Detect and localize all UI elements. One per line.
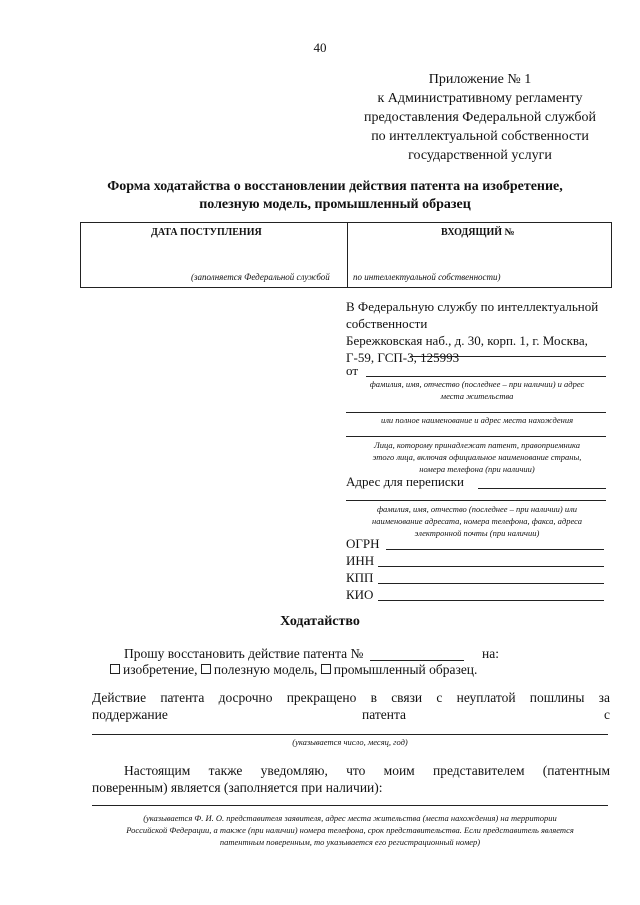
inn-field[interactable]	[378, 566, 604, 567]
recipient-line: Г-59, ГСП-3, 125993	[346, 350, 460, 365]
form-title-line: полезную модель, промышленный образец	[199, 197, 471, 212]
terminated-line-2c: с	[604, 707, 610, 722]
from-field[interactable]	[366, 376, 606, 377]
from-label: от	[346, 363, 359, 378]
inn-label: ИНН	[346, 553, 375, 568]
caption-line: Лица, которому принадлежат патент, правоприемника	[374, 440, 580, 450]
representative-field[interactable]	[92, 805, 608, 806]
appendix-line: предоставления Федеральной службой	[364, 110, 596, 125]
caption-org: или полное наименование и адрес места нахождения	[380, 415, 574, 425]
correspondence-field-2[interactable]	[346, 500, 606, 501]
date-received-header: ДАТА ПОСТУПЛЕНИЯ	[151, 227, 262, 238]
termination-date-field[interactable]	[92, 734, 608, 735]
industrial-design-checkbox[interactable]	[321, 664, 331, 674]
appendix-line: государственной услуги	[408, 148, 552, 163]
notify-line-2: поверенным) является (заполняется при наличии):	[92, 780, 383, 795]
caption-line: этого лица, включая официальное наименование страны,	[372, 452, 582, 462]
recipient-underline	[410, 356, 606, 357]
caption-correspondence	[346, 503, 608, 539]
incoming-number-header: ВХОДЯЩИЙ №	[441, 227, 515, 238]
kio-field[interactable]	[378, 600, 604, 601]
kio-label: КИО	[346, 587, 374, 602]
utility-model-label: полезную модель,	[213, 662, 318, 677]
caption-name	[346, 378, 608, 402]
form-title-line: Форма ходатайства о восстановлении действия патента на изобретение,	[107, 179, 563, 194]
recipient-line: собственности	[346, 316, 428, 331]
patent-number-field[interactable]	[370, 660, 464, 661]
org-field[interactable]	[346, 436, 606, 437]
petition-title: Ходатайство	[280, 614, 360, 629]
restore-request-label: Прошу восстановить действие патента №	[124, 646, 364, 661]
industrial-design-label: промышленный образец.	[333, 662, 478, 677]
terminated-line-2a: поддержание	[92, 707, 168, 722]
invention-label: изобретение,	[123, 662, 198, 677]
caption-owner	[346, 439, 608, 475]
receipt-box	[80, 222, 612, 288]
terminated-line-1: Действие патента досрочно прекращено в связи с неуплатой пошлины за	[92, 690, 610, 705]
page-number: 40	[313, 40, 327, 55]
name-field[interactable]	[346, 412, 606, 413]
utility-model-checkbox[interactable]	[201, 664, 211, 674]
caption-line: номера телефона (при наличии)	[419, 464, 535, 474]
caption-representative	[92, 812, 608, 848]
caption-line: Российской Федерации, а также (при наличии) номера телефона, срок представительства. Если представитель является	[126, 825, 574, 835]
correspondence-field[interactable]	[478, 488, 606, 489]
appendix-header	[330, 70, 630, 165]
notify-line-1: Настоящим также уведомляю, что моим представителем (патентным	[124, 763, 610, 778]
caption-line: патентным поверенным, то указывается его регистрационный номер)	[219, 837, 481, 847]
appendix-line: по интеллектуальной собственности	[371, 129, 589, 144]
date-received-note: (заполняется Федеральной службой	[191, 272, 330, 282]
recipient-line: В Федеральную службу по интеллектуальной	[346, 299, 599, 314]
terminated-line-2b: патента	[362, 707, 407, 722]
caption-line: фамилия, имя, отчество (последнее – при наличии) и адрес	[369, 379, 585, 389]
ogrn-field[interactable]	[386, 549, 604, 550]
caption-line: (указывается Ф. И. О. представителя заявителя, адрес места жительства (места нахождения) на территории	[143, 813, 557, 823]
kpp-label: КПП	[346, 570, 374, 585]
correspondence-label: Адрес для переписки	[346, 474, 464, 489]
caption-date: (указывается число, месяц, год)	[292, 737, 408, 747]
restore-request-tail: на:	[482, 646, 499, 661]
form-title	[60, 178, 610, 214]
ogrn-label: ОГРН	[346, 536, 380, 551]
appendix-line: Приложение № 1	[428, 72, 532, 87]
recipient-line: Бережковская наб., д. 30, корп. 1, г. Москва,	[346, 333, 588, 348]
appendix-line: к Административному регламенту	[377, 91, 583, 106]
incoming-number-note: по интеллектуальной собственности)	[353, 272, 501, 282]
kpp-field[interactable]	[378, 583, 604, 584]
caption-line: электронной почты (при наличии)	[414, 528, 540, 538]
receipt-box-divider	[347, 223, 348, 287]
caption-line: наименование адресата, номера телефона, факса, адреса	[372, 516, 582, 526]
caption-line: места жительства	[440, 391, 514, 401]
patent-type-options	[110, 662, 477, 678]
invention-checkbox[interactable]	[110, 664, 120, 674]
caption-line: фамилия, имя, отчество (последнее – при наличии) или	[376, 504, 578, 514]
